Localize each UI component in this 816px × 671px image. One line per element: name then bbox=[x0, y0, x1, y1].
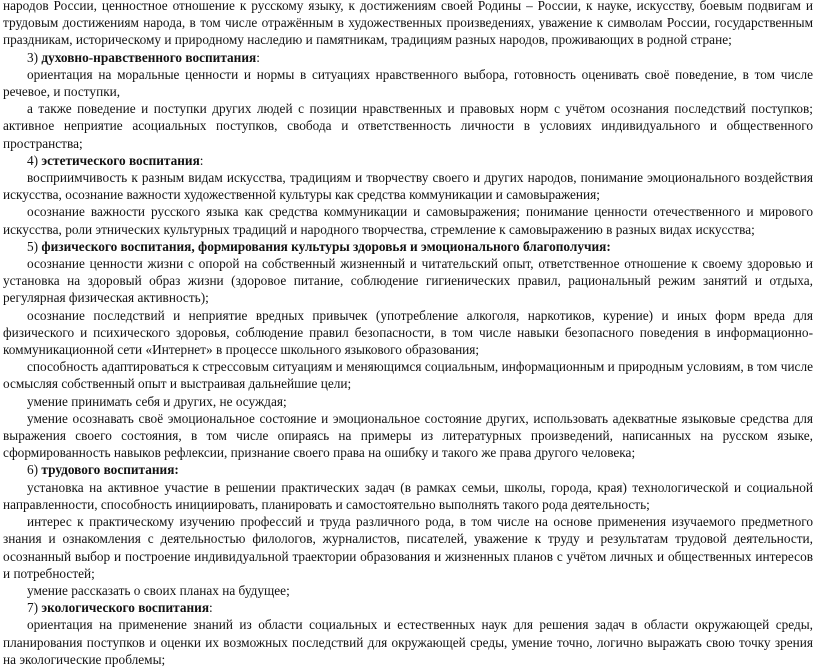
paragraph: осознание важности русского языка как средства коммуникации и самовыражения; понимание ценности отечественного и мирового искусства, роли этнических культурных традиций и народного творчества, стремление к самовыражению в разных видах искусства; bbox=[3, 204, 813, 237]
section-title-tail: : bbox=[256, 49, 260, 65]
paragraph: установка на активное участие в решении практических задач (в рамках семьи, школы, города, края) технологической и социальной направленности, способность инициировать, планировать и самостоятельно выполнять такого рода деятельность; bbox=[3, 479, 813, 512]
paragraph: ориентация на моральные ценности и нормы в ситуациях нравственного выбора, готовность оценивать своё поведение, в том числе речевое, и поступки, bbox=[3, 66, 813, 100]
section-title: трудового воспитания: bbox=[41, 462, 179, 478]
paragraph-intro-continuation: народов России, ценностное отношение к русскому языку, к достижениям своей Родины – России, к науке, искусству, боевым подвигам и трудовым достижениям народа, в том числе отражённым в художественных произведениях, уважение к символам России, государственным праздникам, историческому и природному наследию и памятникам, традициям разных народов, проживающих в родной стране; bbox=[3, 0, 813, 48]
paragraph: умение рассказать о своих планах на будущее; bbox=[27, 582, 290, 598]
section-number: 6) bbox=[27, 462, 42, 478]
section-title-tail: : bbox=[209, 600, 213, 616]
section-title-tail: : bbox=[199, 152, 204, 168]
paragraph: осознание последствий и неприятие вредных привычек (употребление алкоголя, наркотиков, курение) и иных форм вреда для физического и психического здоровья, соблюдение правил безопасности, в том числе навыки безопасного поведения в информационно-коммуникационной сети «Интернет» в процессе школьного языкового образования; bbox=[3, 307, 813, 358]
section-number: 5) bbox=[27, 238, 42, 254]
paragraph: способность адаптироваться к стрессовым ситуациям и меняющимся социальным, информационным и природным условиям, в том числе осмысляя собственный опыт и выстраивая дальнейшие цели; bbox=[3, 359, 813, 392]
paragraph: осознание ценности жизни с опорой на собственный жизненный и читательский опыт, ответственное отношение к своему здоровью и установка на здоровый образ жизни (здоровое питание, соблюдение гигиенических правил, рациональный режим занятий и отдыха, регулярная физическая активность); bbox=[3, 256, 813, 306]
section-title: эстетического воспитания bbox=[41, 152, 200, 168]
section-number: 3) bbox=[27, 49, 42, 65]
section-heading-7 bbox=[3, 599, 813, 616]
paragraph: умение осознавать своё эмоциональное состояние и эмоциональное состояние других, использовать адекватные языковые средства для выражения своего состояния, в том числе опираясь на примеры из литературных произведений, написанных на русском языке, сформированность навыков рефлексии, признание своего права на ошибку и такого же права другого человека; bbox=[3, 410, 813, 461]
paragraph: ориентация на применение знаний из области социальных и естественных наук для решения задач в области окружающей среды, планирования поступков и оценки их возможных последствий для окружающей среды, умение точно, логично выражать свою точку зрения на экологические проблемы; bbox=[3, 617, 813, 667]
paragraph: умение принимать себя и других, не осуждая; bbox=[27, 393, 287, 409]
section-title: физического воспитания, формирования культуры здоровья и эмоционального благополучия: bbox=[41, 238, 611, 254]
paragraph: интерес к практическому изучению профессий и труда различного рода, в том числе на основе применения изучаемого предметного знания и ознакомления с деятельностью филологов, журналистов, писателей, уважение к труду и результатам трудовой деятельности, осознанный выбор и построение индивидуальной траектории образования и жизненных планов с учётом личных и общественных интересов и потребностей; bbox=[3, 514, 813, 581]
paragraph: а также поведение и поступки других людей с позиции нравственных и правовых норм с учётом осознания последствий поступков; активное неприятие асоциальных поступков, свобода и ответственность личности в условиях индивидуального и общественного пространства; bbox=[3, 101, 813, 151]
section-heading-6 bbox=[3, 461, 813, 478]
section-title: духовно-нравственного воспитания bbox=[41, 49, 257, 65]
section-heading-3 bbox=[3, 49, 813, 66]
section-number: 7) bbox=[27, 600, 42, 616]
section-number: 4) bbox=[27, 152, 42, 168]
section-heading-4 bbox=[3, 152, 813, 169]
section-title: экологического воспитания bbox=[41, 600, 210, 616]
paragraph: восприимчивость к разным видам искусства, традициям и творчеству своего и других народов, понимание эмоционального воздействия искусства, осознание важности художественной культуры как средства коммуникации и самовыражения; bbox=[3, 170, 813, 203]
section-heading-5 bbox=[3, 238, 813, 255]
